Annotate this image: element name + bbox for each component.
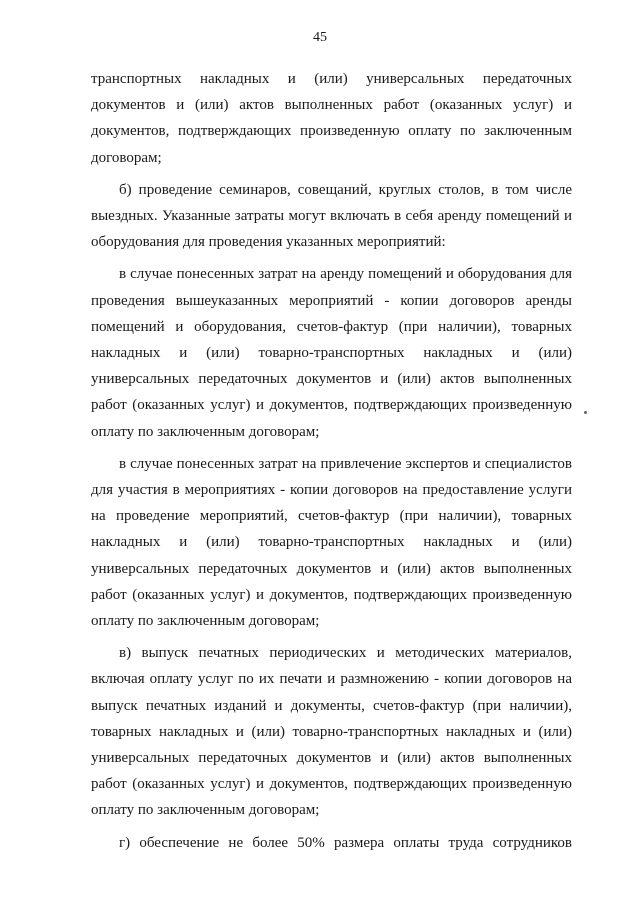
- scan-speck: [584, 411, 587, 414]
- paragraph-item-b: б) проведение семинаров, совещаний, круглых столов, в том числе выездных. Указанные затраты могут включать в себя аренду помещений и оборудования для проведения указанных мероприятий:: [91, 181, 572, 251]
- page-number: 45: [313, 30, 327, 45]
- paragraph-continuation: транспортных накладных и (или) универсальных передаточных документов и (или) актов выполненных работ (оказанных услуг) и документов, подтверждающих произведенную оплату по заключенным договорам;: [91, 71, 572, 166]
- paragraph-rent-costs: в случае понесенных затрат на аренду помещений и оборудования для проведения вышеуказанных мероприятий - копии договоров аренды помещений и оборудования, счетов-фактур (при наличии), товарных накладных и (или) товарно-транспортных накладных и (или) универсальных передаточных документов и (или) актов выполненных работ (оказанных услуг) и документов, подтверждающих произведенную оплату по заключенным договорам;: [91, 266, 572, 440]
- paragraph-experts-costs: в случае понесенных затрат на привлечение экспертов и специалистов для участия в мероприятиях - копии договоров на предоставление услуги на проведение мероприятий, счетов-фактур (при наличии), товарных накладных и (или) товарно-транспортных накладных и (или) универсальных передаточных документов и (или) актов выполненных работ (оказанных услуг) и документов, подтверждающих произведенную оплату по заключенным договорам;: [91, 455, 572, 630]
- paragraph-item-g: г) обеспечение не более 50% размера оплаты труда сотрудников: [119, 834, 572, 851]
- document-body: [91, 66, 572, 862]
- paragraph-item-v: в) выпуск печатных периодических и методических материалов, включая оплату услуг по их печати и размножению - копии договоров на выпуск печатных изданий и документы, счетов-фактур (при наличии), товарных накладных и (или) товарно-транспортных накладных и (или) универсальных передаточных документов и (или) актов выполненных работ (оказанных услуг) и документов, подтверждающих произведенную оплату по заключенным договорам;: [91, 645, 572, 819]
